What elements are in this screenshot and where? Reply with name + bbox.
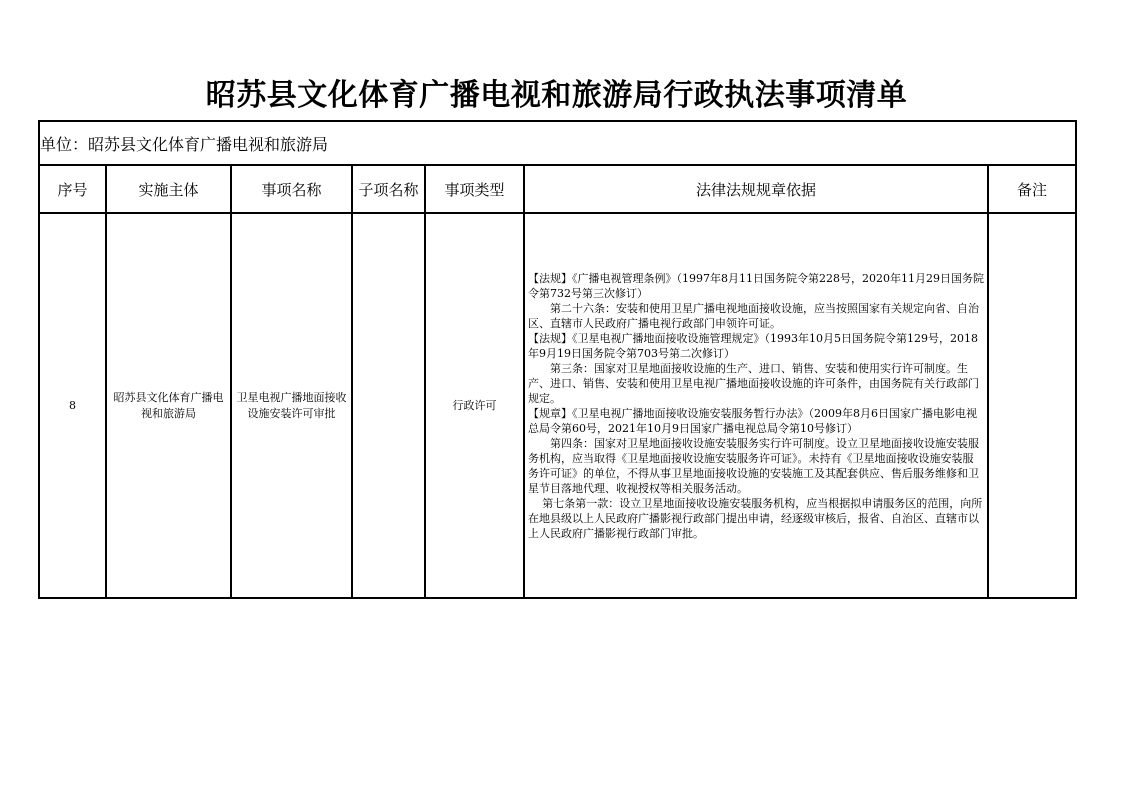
col-header-remark: 备注 bbox=[988, 165, 1076, 213]
basis-line: 第四条：国家对卫星地面接收设施安装服务实行许可制度。设立卫星地面接收设施安装服务机构，应当取得《卫星地面接收设施安装服务许可证》。未持有《卫星地面接收设施安装服务许可证》的单位，不得从事卫星地面接收设施的安装施工及其配套供应、售后服务维修和卫星节目落地代理、收视授权等相关服务活动。 bbox=[528, 436, 979, 495]
enforcement-table bbox=[38, 120, 1077, 599]
col-header-item-name: 事项名称 bbox=[231, 165, 352, 213]
cell-basis bbox=[524, 213, 988, 598]
col-header-basis: 法律法规规章依据 bbox=[524, 165, 988, 213]
cell-item-name: 卫星电视广播地面接收设施安装许可审批 bbox=[231, 213, 352, 598]
table-row bbox=[39, 213, 1076, 598]
basis-line: 第二十六条：安装和使用卫星广播电视地面接收设施，应当按照国家有关规定向省、自治区、直辖市人民政府广播电视行政部门申领许可证。 bbox=[528, 301, 979, 330]
page-title: 昭苏县文化体育广播电视和旅游局行政执法事项清单 bbox=[205, 78, 908, 113]
cell-remark bbox=[988, 213, 1076, 598]
col-header-seq: 序号 bbox=[39, 165, 106, 213]
col-header-sub-item: 子项名称 bbox=[352, 165, 425, 213]
header-row bbox=[39, 165, 1076, 213]
cell-subject: 昭苏县文化体育广播电视和旅游局 bbox=[106, 213, 231, 598]
cell-sub-item bbox=[352, 213, 425, 598]
unit-row bbox=[39, 121, 1076, 165]
basis-line: 第七条第一款：设立卫星地面接收设施安装服务机构，应当根据拟申请服务区的范围，向所在地县级以上人民政府广播影视行政部门提出申请，经逐级审核后，报省、自治区、直辖市以上人民政府广播影视行政部门审批。 bbox=[528, 496, 983, 540]
cell-type: 行政许可 bbox=[425, 213, 524, 598]
cell-seq: 8 bbox=[39, 213, 106, 598]
basis-line: 【法规】《广播电视管理条例》（1997年8月11日国务院令第228号，2020年11月29日国务院令第732号第三次修订） bbox=[528, 271, 984, 300]
basis-line: 【法规】《卫星电视广播地面接收设施管理规定》（1993年10月5日国务院令第129号，2018年9月19日国务院令第703号第二次修订） bbox=[528, 331, 978, 360]
unit-label: 单位：昭苏县文化体育广播电视和旅游局 bbox=[39, 121, 1076, 165]
basis-line: 【规章】《卫星电视广播地面接收设施安装服务暂行办法》（2009年8月6日国家广播电影电视总局令第60号，2021年10月9日国家广播电视总局令第10号修订） bbox=[528, 406, 977, 435]
col-header-type: 事项类型 bbox=[425, 165, 524, 213]
basis-line: 第三条：国家对卫星地面接收设施的生产、进口、销售、安装和使用实行许可制度。生产、进口、销售、安装和使用卫星电视广播地面接收设施的许可条件，由国务院有关行政部门规定。 bbox=[528, 361, 979, 405]
col-header-subject: 实施主体 bbox=[106, 165, 231, 213]
